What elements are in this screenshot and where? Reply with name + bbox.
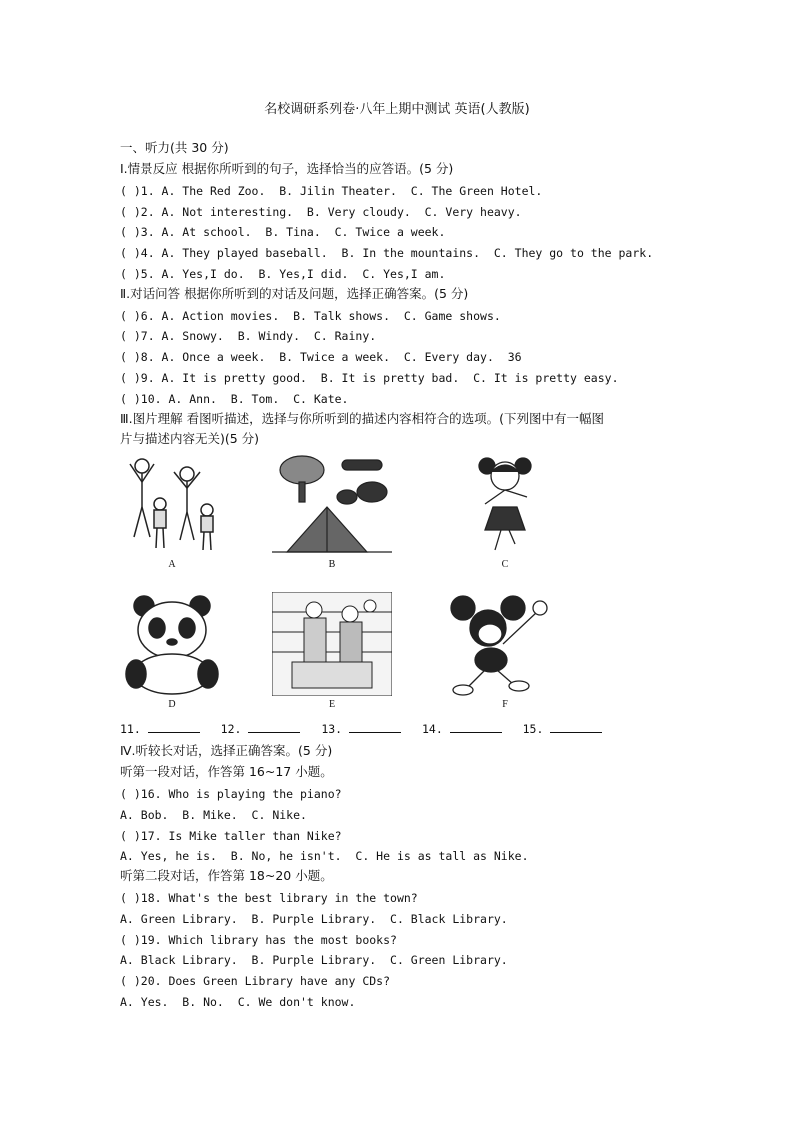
movie-theater-image bbox=[272, 592, 392, 696]
blank-15[interactable] bbox=[550, 722, 602, 733]
picture-b bbox=[272, 452, 392, 570]
blank-11-number: 11. bbox=[120, 722, 141, 736]
question-7: ( )7. A. Snowy. B. Windy. C. Rainy. bbox=[120, 329, 377, 343]
picture-d-label: D bbox=[168, 699, 176, 710]
question-5: ( )5. A. Yes,I do. B. Yes,I did. C. Yes,I am. bbox=[120, 267, 446, 281]
children-exercising-image bbox=[112, 452, 232, 556]
cartoon-mouse-image bbox=[445, 592, 565, 696]
question-16: ( )16. Who is playing the piano? bbox=[120, 787, 342, 801]
part3-heading-line1: Ⅲ.图片理解 看图听描述，选择与你所听到的描述内容相符合的选项。(下列图中有一幅图 bbox=[120, 411, 604, 426]
picture-f bbox=[445, 592, 565, 710]
blank-13[interactable] bbox=[349, 722, 401, 733]
camping-bears-image bbox=[272, 452, 392, 556]
picture-e-label: E bbox=[328, 699, 336, 710]
picture-a bbox=[112, 452, 232, 570]
question-1: ( )1. A. The Red Zoo. B. Jilin Theater. C. The Green Hotel. bbox=[120, 184, 543, 198]
question-16-options: A. Bob. B. Mike. C. Nike. bbox=[120, 808, 307, 822]
picture-c bbox=[445, 452, 565, 570]
panda-image bbox=[112, 592, 232, 696]
question-8: ( )8. A. Once a week. B. Twice a week. C. Every day. 36 bbox=[120, 350, 522, 364]
question-6: ( )6. A. Action movies. B. Talk shows. C. Game shows. bbox=[120, 309, 501, 323]
question-10: ( )10. A. Ann. B. Tom. C. Kate. bbox=[120, 392, 349, 406]
page-title: 名校调研系列卷·八年上期中测试 英语(人教版) bbox=[264, 102, 530, 117]
question-20: ( )20. Does Green Library have any CDs? bbox=[120, 974, 391, 988]
question-20-options: A. Yes. B. No. C. We don't know. bbox=[120, 995, 356, 1009]
question-17-options: A. Yes, he is. B. No, he isn't. C. He is as tall as Nike. bbox=[120, 849, 529, 863]
picture-e bbox=[272, 592, 392, 710]
blank-11[interactable] bbox=[148, 722, 200, 733]
question-18-options: A. Green Library. B. Purple Library. C. Black Library. bbox=[120, 912, 508, 926]
picture-c-label: C bbox=[501, 559, 509, 570]
picture-f-label: F bbox=[502, 699, 508, 710]
question-17: ( )17. Is Mike taller than Nike? bbox=[120, 829, 342, 843]
question-19: ( )19. Which library has the most books? bbox=[120, 933, 397, 947]
blank-15-number: 15. bbox=[522, 722, 544, 736]
part1-heading: Ⅰ.情景反应 根据你所听到的句子，选择恰当的应答语。(5 分) bbox=[120, 161, 454, 176]
section-heading-listening: 一、听力(共 30 分) bbox=[120, 140, 229, 155]
part3-heading-line2: 片与描述内容无关)(5 分) bbox=[120, 431, 260, 446]
picture-a-label: A bbox=[168, 559, 176, 570]
dialog2-instruction: 听第二段对话，作答第 18~20 小题。 bbox=[120, 868, 333, 883]
question-3: ( )3. A. At school. B. Tina. C. Twice a week. bbox=[120, 225, 446, 239]
blank-14[interactable] bbox=[450, 722, 502, 733]
blank-13-number: 13. bbox=[321, 722, 343, 736]
question-18: ( )18. What's the best library in the town? bbox=[120, 891, 418, 905]
blank-12-number: 12. bbox=[220, 722, 242, 736]
part2-heading: Ⅱ.对话问答 根据你所听到的对话及问题，选择正确答案。(5 分) bbox=[120, 286, 469, 301]
dancing-girl-image bbox=[445, 452, 565, 556]
picture-b-label: B bbox=[328, 559, 336, 570]
question-4: ( )4. A. They played baseball. B. In the mountains. C. They go to the park. bbox=[120, 246, 654, 260]
picture-answer-blanks bbox=[120, 722, 616, 736]
question-19-options: A. Black Library. B. Purple Library. C. Green Library. bbox=[120, 953, 508, 967]
question-9: ( )9. A. It is pretty good. B. It is pretty bad. C. It is pretty easy. bbox=[120, 371, 619, 385]
blank-12[interactable] bbox=[248, 722, 300, 733]
blank-14-number: 14. bbox=[421, 722, 443, 736]
dialog1-instruction: 听第一段对话，作答第 16~17 小题。 bbox=[120, 764, 333, 779]
question-2: ( )2. A. Not interesting. B. Very cloudy. C. Very heavy. bbox=[120, 205, 522, 219]
part4-heading: Ⅳ.听较长对话，选择正确答案。(5 分) bbox=[120, 743, 333, 758]
picture-d bbox=[112, 592, 232, 710]
